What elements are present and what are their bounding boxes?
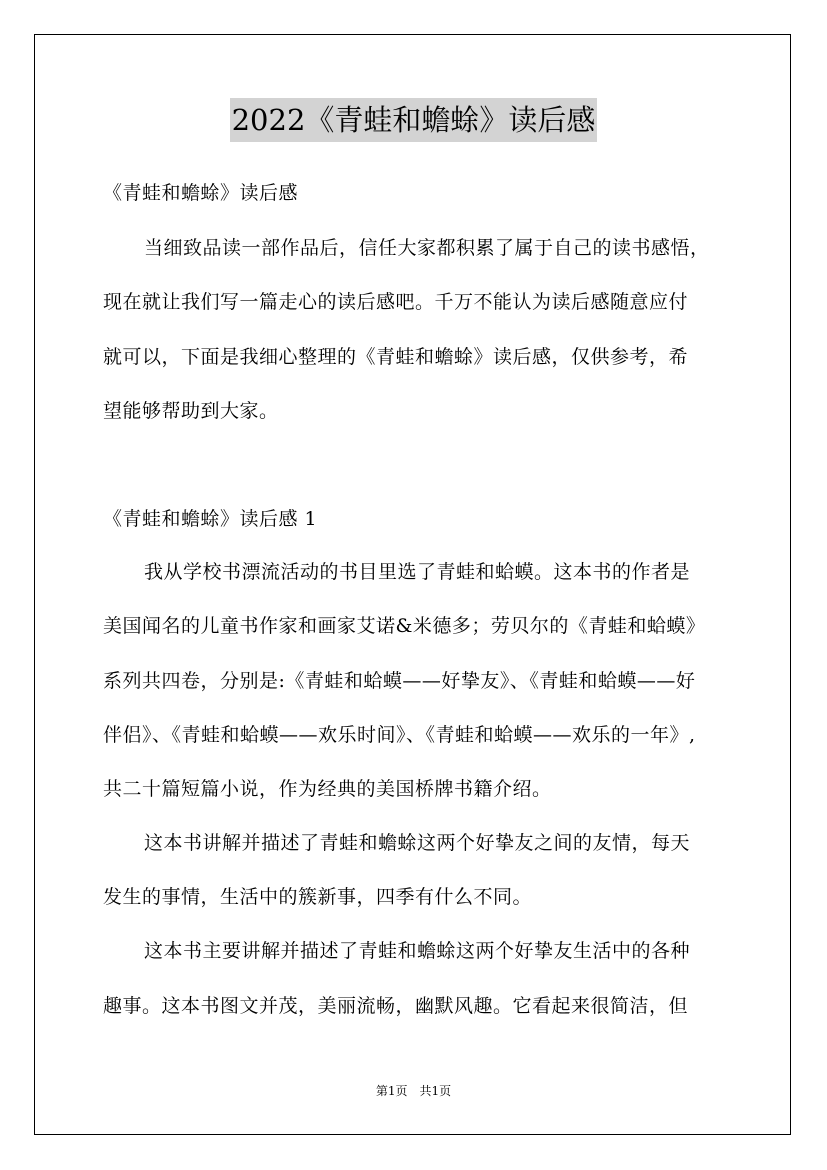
section-heading: 《青蛙和蟾蜍》读后感 1 bbox=[103, 508, 318, 530]
paragraph-line: 趣事。这本书图文并茂，美丽流畅，幽默风趣。它看起来很简洁，但 bbox=[103, 995, 689, 1017]
paragraph-line: 发生的事情，生活中的簇新事，四季有什么不同。 bbox=[103, 886, 533, 908]
paragraph-line: 当细致品读一部作品后，信任大家都积累了属于自己的读书感悟， bbox=[144, 237, 710, 259]
paragraph-line: 我从学校书漂流活动的书目里选了青蛙和蛤蟆。这本书的作者是 bbox=[144, 561, 691, 583]
paragraph-line: 现在就让我们写一篇走心的读后感吧。千万不能认为读后感随意应付 bbox=[103, 291, 689, 313]
document-title: 2022《青蛙和蟾蜍》读后感 bbox=[230, 98, 598, 142]
paragraph-line: 系列共四卷，分别是:《青蛙和蛤蟆——好挚友》、《青蛙和蛤蟆——好 bbox=[103, 670, 696, 692]
paragraph-line: 就可以，下面是我细心整理的《青蛙和蟾蜍》读后感，仅供参考，希 bbox=[103, 346, 689, 368]
paragraph-line: 这本书讲解并描述了青蛙和蟾蜍这两个好挚友之间的友情，每天 bbox=[144, 832, 691, 854]
title-container bbox=[0, 98, 827, 142]
paragraph-line: 望能够帮助到大家。 bbox=[103, 400, 279, 422]
paragraph-line: 伴侣》、《青蛙和蛤蟆——欢乐时间》、《青蛙和蛤蟆——欢乐的一年》, bbox=[103, 724, 696, 746]
paragraph-line: 美国闻名的儿童书作家和画家艾诺&米德多；劳贝尔的《青蛙和蛤蟆》 bbox=[103, 615, 706, 637]
page-footer: 第1页 共1页 bbox=[375, 1084, 452, 1098]
subtitle: 《青蛙和蟾蜍》读后感 bbox=[103, 182, 299, 204]
paragraph-line: 这本书主要讲解并描述了青蛙和蟾蜍这两个好挚友生活中的各种 bbox=[144, 940, 691, 962]
paragraph-line: 共二十篇短篇小说，作为经典的美国桥牌书籍介绍。 bbox=[103, 778, 552, 800]
